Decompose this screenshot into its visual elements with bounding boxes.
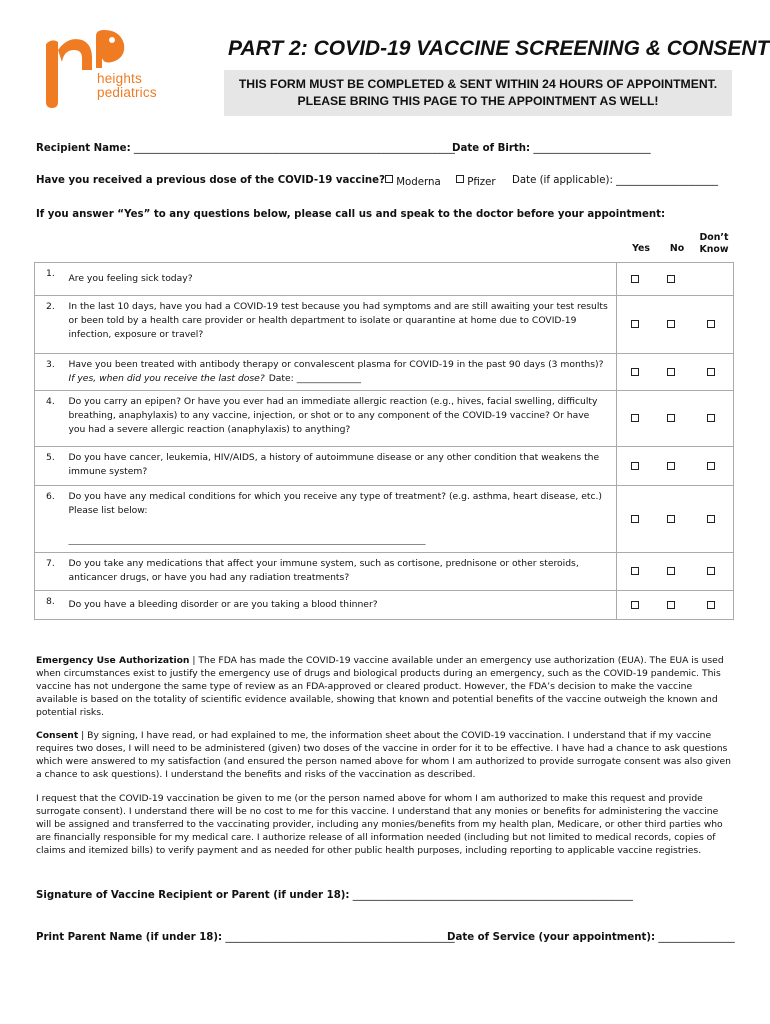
dob-field[interactable]: _______________________ (533, 143, 651, 154)
dont-know-cell (689, 354, 734, 391)
no-checkbox[interactable] (667, 320, 675, 328)
notice-line-1: THIS FORM MUST BE COMPLETED & SENT WITHIN 24 HOURS OF APPOINTMENT. (238, 77, 718, 91)
logo-line-pediatrics: pediatrics (97, 85, 157, 100)
no-checkbox[interactable] (667, 601, 675, 609)
recipient-name-label: Recipient Name: (36, 143, 131, 154)
question-number: 7. (35, 553, 63, 591)
logo-line-heights: heights (97, 71, 142, 86)
dose-date-label: Date (if applicable): (512, 175, 613, 186)
yes-cell (617, 553, 654, 591)
yes-checkbox[interactable] (631, 275, 639, 283)
question-row (35, 447, 734, 486)
dont-know-checkbox[interactable] (707, 567, 715, 575)
question-text: Do you carry an epipen? Or have you ever had an immediate allergic reaction (e.g., hives, facial swelling, difficulty breathing, anaphylaxis) to any vaccine, injection, or shot or to any component of the COVID-19 vaccine? Or have you had a severe allergic reaction (anaphylaxis) to anything? (68, 396, 598, 435)
dont-know-cell (689, 591, 734, 620)
question-number: 1. (35, 263, 63, 296)
dont-know-line-1: Don’t (699, 232, 729, 243)
dont-know-line-2: Know (699, 244, 729, 255)
question-row (35, 591, 734, 620)
dont-know-cell (689, 447, 734, 486)
question-text: Have you been treated with antibody therapy or convalescent plasma for COVID-19 in the past 90 days (3 months)? (68, 359, 604, 370)
no-checkbox[interactable] (667, 462, 675, 470)
question-row (35, 296, 734, 354)
consent-paragraph (36, 729, 734, 781)
question-answer-line[interactable]: Date: ______________ (268, 373, 362, 384)
question-text: In the last 10 days, have you had a COVID-19 test because you had symptoms and are still awaiting your test results or been told by a health care provider or health department to isolate or quarantine at home due to COVID-19 infection, exposure or travel? (68, 301, 608, 340)
question-text: Do you have any medical conditions for which you receive any type of treatment? (e.g. asthma, heart disease, etc.) Please list below: (68, 491, 603, 516)
yes-checkbox[interactable] (631, 368, 639, 376)
notice-line-2: PLEASE BRING THIS PAGE TO THE APPOINTMENT AS WELL! (297, 94, 659, 108)
yes-cell (617, 296, 654, 354)
dont-know-cell (689, 391, 734, 447)
question-row (35, 354, 734, 391)
dose-date-row (512, 175, 718, 186)
dont-know-cell (689, 263, 734, 296)
page-title: PART 2: COVID-19 VACCINE SCREENING & CONSENT (228, 37, 770, 60)
no-cell (653, 263, 689, 296)
screening-questions-table (34, 262, 734, 620)
consent-label: Consent (36, 730, 79, 741)
yes-checkbox[interactable] (631, 462, 639, 470)
no-cell (653, 553, 689, 591)
yes-cell (617, 354, 654, 391)
question-row (35, 263, 734, 296)
question-cell (63, 591, 617, 620)
yes-cell (617, 447, 654, 486)
pfizer-checkbox[interactable] (456, 175, 464, 183)
question-cell (63, 263, 617, 296)
pfizer-option (456, 175, 496, 188)
question-cell (63, 486, 617, 553)
signature-field[interactable]: _______________________________________________________ (352, 890, 633, 901)
question-cell (63, 354, 617, 391)
consent-text: | By signing, I have read, or had explained to me, the information sheet about the COVID-19 vaccination. I understand that if my vaccine requires two doses, I will need to be administered (given) two doses of the vaccine in order for it to be effective. I have had a chance to ask questions which were answered to my satisfaction (and ensured the person named above for whom I am authorized to provide surrogate consent was also given a chance to ask questions). I understand the benefits and risks of the vaccination as described. (36, 730, 731, 780)
moderna-option (385, 175, 441, 188)
question-text: Do you have cancer, leukemia, HIV/AIDS, a history of autoimmune disease or any other condition that weakens the immune system? (68, 452, 600, 477)
no-checkbox[interactable] (667, 567, 675, 575)
question-number: 2. (35, 296, 63, 354)
dont-know-checkbox[interactable] (707, 462, 715, 470)
no-checkbox[interactable] (667, 515, 675, 523)
yes-checkbox[interactable] (631, 567, 639, 575)
date-of-service-label: Date of Service (your appointment): (447, 932, 656, 943)
question-number: 4. (35, 391, 63, 447)
dont-know-cell (689, 553, 734, 591)
no-checkbox[interactable] (667, 414, 675, 422)
signature-label: Signature of Vaccine Recipient or Parent (if under 18): (36, 890, 350, 901)
question-number: 3. (35, 354, 63, 391)
print-name-label: Print Parent Name (if under 18): (36, 932, 223, 943)
date-of-service-field[interactable]: _______________ (658, 932, 735, 943)
signature-row (36, 890, 633, 901)
yes-cell (617, 263, 654, 296)
question-text: Do you take any medications that affect your immune system, such as cortisone, prednisone or other steroids, anticancer drugs, or have you had any radiation treatments? (68, 558, 579, 583)
yes-checkbox[interactable] (631, 601, 639, 609)
question-number: 8. (35, 591, 63, 620)
dose-date-field[interactable]: ____________________ (616, 175, 718, 186)
question-text: Do you have a bleeding disorder or are you taking a blood thinner? (68, 599, 378, 610)
no-cell (653, 391, 689, 447)
yes-cell (617, 591, 654, 620)
no-cell (653, 591, 689, 620)
question-cell (63, 296, 617, 354)
dob-row (452, 143, 651, 154)
no-checkbox[interactable] (667, 275, 675, 283)
dont-know-column-header (693, 232, 735, 256)
moderna-label: Moderna (396, 177, 441, 188)
previous-dose-row (36, 175, 385, 186)
date-of-service-row (447, 932, 735, 943)
no-cell (653, 296, 689, 354)
yes-checkbox[interactable] (631, 515, 639, 523)
request-paragraph: I request that the COVID-19 vaccination be given to me (or the person named above for whom I am authorized to make this request and provide surrogate consent). I understand there will be no cost to me for this vaccine. I understand that any monies or benefits for administering the vaccine will be assigned and transferred to the vaccinating provider, including any monies/benefits from my health plan, Medicare, or other third parties who are financially responsible for my medical care. I authorize release of all information needed (including but not limited to medical records, copies of claims and itemized bills) to verify payment and as needed for other public health purposes, including reporting to applicable vaccine registries. (36, 793, 723, 856)
question-cell (63, 447, 617, 486)
logo-text (97, 72, 157, 100)
pfizer-label: Pfizer (467, 177, 496, 188)
dont-know-checkbox[interactable] (707, 414, 715, 422)
question-number: 5. (35, 447, 63, 486)
question-cell (63, 391, 617, 447)
question-row (35, 391, 734, 447)
question-followup: If yes, when did you receive the last dose? (68, 373, 265, 384)
previous-dose-label: Have you received a previous dose of the COVID-19 vaccine? (36, 175, 386, 186)
no-checkbox[interactable] (667, 368, 675, 376)
dont-know-checkbox[interactable] (707, 515, 715, 523)
no-cell (653, 486, 689, 553)
dont-know-checkbox[interactable] (707, 368, 715, 376)
yes-cell (617, 486, 654, 553)
no-column-header: No (669, 243, 685, 254)
eua-paragraph (36, 654, 734, 719)
recipient-name-field[interactable]: _______________________________________________________________ (133, 143, 455, 154)
no-cell (653, 447, 689, 486)
heights-pediatrics-logo (40, 28, 175, 110)
question-row (35, 553, 734, 591)
print-name-field[interactable]: _____________________________________________ (225, 932, 455, 943)
notice-banner (224, 70, 732, 116)
recipient-row (36, 143, 455, 154)
yes-column-header: Yes (632, 243, 650, 254)
yes-cell (617, 391, 654, 447)
dont-know-checkbox[interactable] (707, 601, 715, 609)
question-answer-line[interactable]: ______________________________________________________________________________________________________ (68, 537, 426, 545)
yes-checkbox[interactable] (631, 414, 639, 422)
question-row (35, 486, 734, 553)
yes-checkbox[interactable] (631, 320, 639, 328)
eua-label: Emergency Use Authorization (36, 655, 190, 666)
moderna-checkbox[interactable] (385, 175, 393, 183)
no-cell (653, 354, 689, 391)
question-text: Are you feeling sick today? (68, 273, 193, 284)
eua-text: | The FDA has made the COVID-19 vaccine available under an emergency use authorization (EUA). The EUA is used when circumstances exist to justify the emergency use of drugs and biological products during an emergency, such as the COVID-19 pandemic. This vaccine has not undergone the same type of review as an FDA-approved or cleared product. However, the FDA’s decision to make the vaccine available is based on the totality of scientific evidence available, showing that known and potential benefits of the vaccine outweigh the known and potential risks. (36, 655, 724, 718)
dont-know-cell (689, 296, 734, 354)
dont-know-checkbox[interactable] (707, 320, 715, 328)
question-cell (63, 553, 617, 591)
dont-know-cell (689, 486, 734, 553)
dob-label: Date of Birth: (452, 143, 531, 154)
yes-instruction: If you answer “Yes” to any questions below, please call us and speak to the doctor before your appointment: (36, 209, 666, 220)
question-number: 6. (35, 486, 63, 553)
print-name-row (36, 932, 455, 943)
